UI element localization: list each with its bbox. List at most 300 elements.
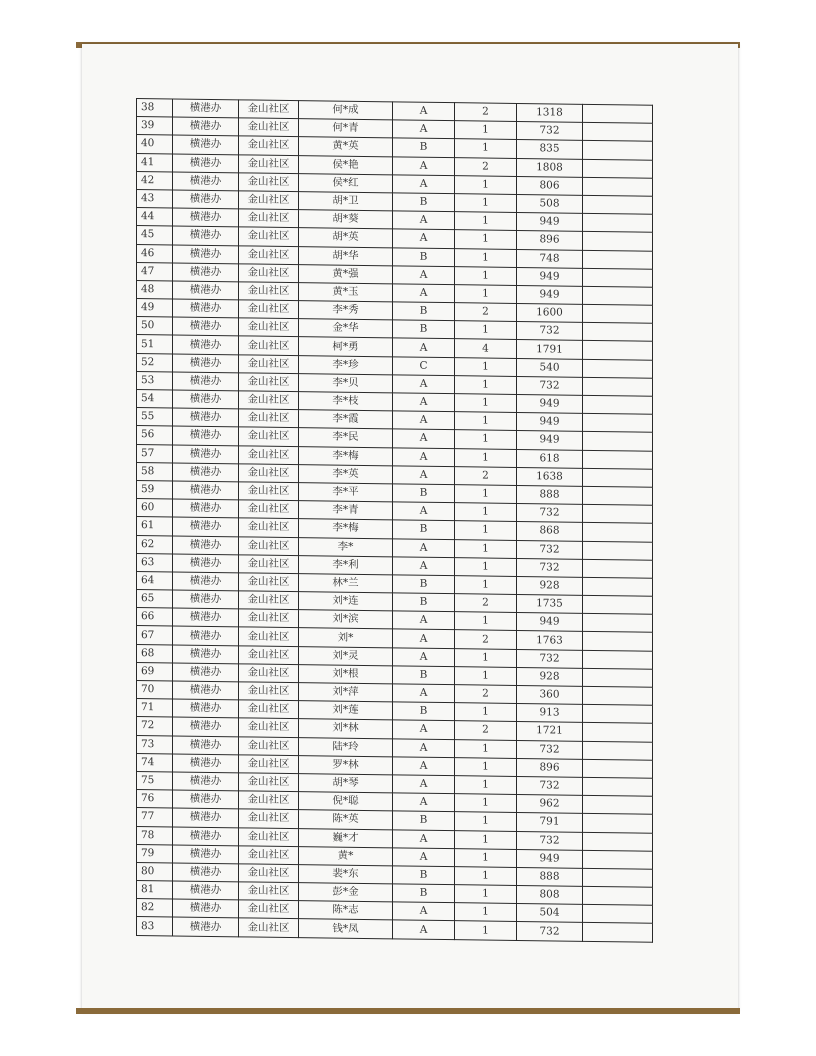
community-cell: 金山社区 xyxy=(239,173,299,192)
category-cell: A xyxy=(393,775,455,794)
row-index: 71 xyxy=(137,699,173,718)
row-index: 45 xyxy=(137,226,173,245)
amount-cell: 949 xyxy=(517,431,583,450)
category-cell: A xyxy=(393,647,455,666)
name-cell: 侯*红 xyxy=(299,173,393,192)
amount-cell: 732 xyxy=(517,558,583,577)
category-cell: B xyxy=(393,484,455,503)
name-cell: 倪*聪 xyxy=(299,792,393,811)
community-cell: 金山社区 xyxy=(239,573,299,592)
community-cell: 金山社区 xyxy=(239,755,299,774)
amount-cell: 1638 xyxy=(517,467,583,486)
name-cell: 刘* xyxy=(299,628,393,647)
office-cell: 横港办 xyxy=(173,699,239,718)
category-cell: A xyxy=(393,684,455,703)
community-cell: 金山社区 xyxy=(239,282,299,301)
row-index: 61 xyxy=(137,517,173,536)
row-index: 58 xyxy=(137,462,173,481)
row-index: 66 xyxy=(137,608,173,627)
category-cell: A xyxy=(393,393,455,412)
category-cell: A xyxy=(393,375,455,394)
remark-cell xyxy=(583,559,653,578)
name-cell: 钱*凤 xyxy=(299,919,393,938)
community-cell: 金山社区 xyxy=(239,373,299,392)
amount-cell: 896 xyxy=(517,231,583,250)
community-cell: 金山社区 xyxy=(239,609,299,628)
name-cell: 胡*华 xyxy=(299,246,393,265)
category-cell: A xyxy=(393,211,455,230)
name-cell: 李* xyxy=(299,537,393,556)
office-cell: 横港办 xyxy=(173,117,239,136)
row-index: 38 xyxy=(137,99,173,118)
amount-cell: 928 xyxy=(517,667,583,686)
row-index: 54 xyxy=(137,390,173,409)
community-cell: 金山社区 xyxy=(239,500,299,519)
row-index: 83 xyxy=(137,917,173,936)
category-cell: B xyxy=(393,138,455,157)
category-cell: B xyxy=(393,811,455,830)
office-cell: 横港办 xyxy=(173,881,239,900)
office-cell: 横港办 xyxy=(173,626,239,645)
amount-cell: 928 xyxy=(517,576,583,595)
remark-cell xyxy=(583,486,653,505)
name-cell: 林*兰 xyxy=(299,574,393,593)
office-cell: 横港办 xyxy=(173,226,239,245)
count-cell: 1 xyxy=(455,194,517,213)
name-cell: 裴*东 xyxy=(299,865,393,884)
office-cell: 横港办 xyxy=(173,426,239,445)
count-cell: 1 xyxy=(455,539,517,558)
name-cell: 李*枝 xyxy=(299,392,393,411)
count-cell: 1 xyxy=(455,794,517,813)
community-cell: 金山社区 xyxy=(239,864,299,883)
count-cell: 2 xyxy=(455,685,517,704)
category-cell: A xyxy=(393,102,455,121)
remark-cell xyxy=(583,359,653,378)
remark-cell xyxy=(583,159,653,178)
community-cell: 金山社区 xyxy=(239,536,299,555)
remark-cell xyxy=(583,395,653,414)
remark-cell xyxy=(583,268,653,287)
community-cell: 金山社区 xyxy=(239,409,299,428)
count-cell: 1 xyxy=(455,212,517,231)
office-cell: 横港办 xyxy=(173,899,239,918)
count-cell: 1 xyxy=(455,375,517,394)
community-cell: 金山社区 xyxy=(239,445,299,464)
amount-cell: 748 xyxy=(517,249,583,268)
category-cell: A xyxy=(393,284,455,303)
category-cell: A xyxy=(393,848,455,867)
name-cell: 胡*琴 xyxy=(299,774,393,793)
remark-cell xyxy=(583,177,653,196)
community-cell: 金山社区 xyxy=(239,136,299,155)
community-cell: 金山社区 xyxy=(239,191,299,210)
remark-cell xyxy=(583,614,653,633)
office-cell: 横港办 xyxy=(173,917,239,936)
remark-cell xyxy=(583,905,653,924)
count-cell: 1 xyxy=(455,139,517,158)
remark-cell xyxy=(583,723,653,742)
remark-cell xyxy=(583,832,653,851)
office-cell: 横港办 xyxy=(173,172,239,191)
row-index: 68 xyxy=(137,644,173,663)
remark-cell xyxy=(583,795,653,814)
records-table xyxy=(136,98,653,942)
community-cell: 金山社区 xyxy=(239,736,299,755)
community-cell: 金山社区 xyxy=(239,318,299,337)
community-cell: 金山社区 xyxy=(239,627,299,646)
row-index: 40 xyxy=(137,135,173,154)
row-index: 44 xyxy=(137,208,173,227)
remark-cell xyxy=(583,123,653,142)
amount-cell: 732 xyxy=(517,122,583,141)
category-cell: A xyxy=(393,629,455,648)
community-cell: 金山社区 xyxy=(239,427,299,446)
community-cell: 金山社区 xyxy=(239,846,299,865)
category-cell: A xyxy=(393,466,455,485)
amount-cell: 949 xyxy=(517,213,583,232)
row-index: 81 xyxy=(137,881,173,900)
row-index: 82 xyxy=(137,899,173,918)
amount-cell: 949 xyxy=(517,849,583,868)
remark-cell xyxy=(583,286,653,305)
category-cell: A xyxy=(393,411,455,430)
community-cell: 金山社区 xyxy=(239,809,299,828)
office-cell: 横港办 xyxy=(173,663,239,682)
community-cell: 金山社区 xyxy=(239,300,299,319)
count-cell: 1 xyxy=(455,503,517,522)
category-cell: C xyxy=(393,356,455,375)
name-cell: 柯*勇 xyxy=(299,337,393,356)
count-cell: 2 xyxy=(455,466,517,485)
community-cell: 金山社区 xyxy=(239,591,299,610)
count-cell: 1 xyxy=(455,521,517,540)
row-index: 46 xyxy=(137,244,173,263)
remark-cell xyxy=(583,814,653,833)
amount-cell: 732 xyxy=(517,831,583,850)
name-cell: 金*华 xyxy=(299,319,393,338)
community-cell: 金山社区 xyxy=(239,555,299,574)
row-index: 39 xyxy=(137,117,173,136)
row-index: 69 xyxy=(137,662,173,681)
count-cell: 1 xyxy=(455,830,517,849)
community-cell: 金山社区 xyxy=(239,118,299,137)
name-cell: 黄*英 xyxy=(299,137,393,156)
count-cell: 1 xyxy=(455,448,517,467)
name-cell: 刘*连 xyxy=(299,592,393,611)
amount-cell: 949 xyxy=(517,267,583,286)
row-index: 49 xyxy=(137,299,173,318)
office-cell: 横港办 xyxy=(173,299,239,318)
category-cell: A xyxy=(393,738,455,757)
amount-cell: 732 xyxy=(517,649,583,668)
office-cell: 横港办 xyxy=(173,590,239,609)
row-index: 62 xyxy=(137,535,173,554)
count-cell: 1 xyxy=(455,430,517,449)
remark-cell xyxy=(583,323,653,342)
category-cell: A xyxy=(393,338,455,357)
amount-cell: 808 xyxy=(517,886,583,905)
office-cell: 横港办 xyxy=(173,736,239,755)
name-cell: 胡*英 xyxy=(299,228,393,247)
row-index: 65 xyxy=(137,590,173,609)
community-cell: 金山社区 xyxy=(239,464,299,483)
count-cell: 1 xyxy=(455,230,517,249)
count-cell: 1 xyxy=(455,648,517,667)
category-cell: A xyxy=(393,611,455,630)
count-cell: 2 xyxy=(455,630,517,649)
office-cell: 横港办 xyxy=(173,390,239,409)
community-cell: 金山社区 xyxy=(239,773,299,792)
amount-cell: 949 xyxy=(517,394,583,413)
name-cell: 李*民 xyxy=(299,428,393,447)
name-cell: 陈*志 xyxy=(299,901,393,920)
community-cell: 金山社区 xyxy=(239,245,299,264)
amount-cell: 1735 xyxy=(517,595,583,614)
community-cell: 金山社区 xyxy=(239,900,299,919)
category-cell: A xyxy=(393,902,455,921)
row-index: 57 xyxy=(137,444,173,463)
table-body xyxy=(137,99,653,942)
remark-cell xyxy=(583,250,653,269)
community-cell: 金山社区 xyxy=(239,209,299,228)
office-cell: 横港办 xyxy=(173,99,239,118)
name-cell: 何*青 xyxy=(299,119,393,138)
category-cell: A xyxy=(393,557,455,576)
row-index: 64 xyxy=(137,571,173,590)
name-cell: 何*成 xyxy=(299,101,393,120)
name-cell: 黄*玉 xyxy=(299,283,393,302)
category-cell: B xyxy=(393,666,455,685)
category-cell: A xyxy=(393,502,455,521)
office-cell: 横港办 xyxy=(173,154,239,173)
community-cell: 金山社区 xyxy=(239,882,299,901)
amount-cell: 888 xyxy=(517,485,583,504)
amount-cell: 1763 xyxy=(517,631,583,650)
category-cell: A xyxy=(393,175,455,194)
remark-cell xyxy=(583,523,653,542)
count-cell: 2 xyxy=(455,157,517,176)
remark-cell xyxy=(583,595,653,614)
row-index: 50 xyxy=(137,317,173,336)
name-cell: 李*秀 xyxy=(299,301,393,320)
remark-cell xyxy=(583,504,653,523)
category-cell: B xyxy=(393,320,455,339)
count-cell: 1 xyxy=(455,666,517,685)
count-cell: 1 xyxy=(455,121,517,140)
community-cell: 金山社区 xyxy=(239,518,299,537)
community-cell: 金山社区 xyxy=(239,227,299,246)
remark-cell xyxy=(583,450,653,469)
name-cell: 彭*金 xyxy=(299,883,393,902)
name-cell: 李*利 xyxy=(299,555,393,574)
remark-cell xyxy=(583,759,653,778)
category-cell: B xyxy=(393,302,455,321)
category-cell: A xyxy=(393,757,455,776)
category-cell: A xyxy=(393,920,455,939)
count-cell: 2 xyxy=(455,594,517,613)
row-index: 73 xyxy=(137,735,173,754)
community-cell: 金山社区 xyxy=(239,391,299,410)
count-cell: 1 xyxy=(455,812,517,831)
community-cell: 金山社区 xyxy=(239,354,299,373)
row-index: 67 xyxy=(137,626,173,645)
row-index: 74 xyxy=(137,753,173,772)
office-cell: 横港办 xyxy=(173,408,239,427)
amount-cell: 1600 xyxy=(517,304,583,323)
category-cell: A xyxy=(393,538,455,557)
community-cell: 金山社区 xyxy=(239,664,299,683)
office-cell: 横港办 xyxy=(173,808,239,827)
name-cell: 陆*玲 xyxy=(299,737,393,756)
community-cell: 金山社区 xyxy=(239,100,299,119)
remark-cell xyxy=(583,850,653,869)
category-cell: B xyxy=(393,702,455,721)
remark-cell xyxy=(583,705,653,724)
name-cell: 李*珍 xyxy=(299,355,393,374)
name-cell: 李*青 xyxy=(299,501,393,520)
category-cell: A xyxy=(393,429,455,448)
office-cell: 横港办 xyxy=(173,463,239,482)
name-cell: 刘*莲 xyxy=(299,701,393,720)
office-cell: 横港办 xyxy=(173,790,239,809)
amount-cell: 949 xyxy=(517,413,583,432)
row-index: 43 xyxy=(137,189,173,208)
amount-cell: 732 xyxy=(517,504,583,523)
count-cell: 1 xyxy=(455,757,517,776)
name-cell: 刘*滨 xyxy=(299,610,393,629)
category-cell: B xyxy=(393,866,455,885)
count-cell: 2 xyxy=(455,721,517,740)
remark-cell xyxy=(583,650,653,669)
community-cell: 金山社区 xyxy=(239,682,299,701)
count-cell: 1 xyxy=(455,357,517,376)
amount-cell: 1721 xyxy=(517,722,583,741)
count-cell: 1 xyxy=(455,848,517,867)
remark-cell xyxy=(583,632,653,651)
community-cell: 金山社区 xyxy=(239,718,299,737)
count-cell: 1 xyxy=(455,557,517,576)
count-cell: 1 xyxy=(455,175,517,194)
remark-cell xyxy=(583,668,653,687)
count-cell: 1 xyxy=(455,867,517,886)
row-index: 48 xyxy=(137,280,173,299)
remark-cell xyxy=(583,195,653,214)
amount-cell: 1808 xyxy=(517,158,583,177)
remark-cell xyxy=(583,304,653,323)
remark-cell xyxy=(583,432,653,451)
row-index: 79 xyxy=(137,844,173,863)
category-cell: B xyxy=(393,520,455,539)
count-cell: 1 xyxy=(455,321,517,340)
count-cell: 1 xyxy=(455,739,517,758)
remark-cell xyxy=(583,541,653,560)
count-cell: 1 xyxy=(455,394,517,413)
count-cell: 1 xyxy=(455,285,517,304)
count-cell: 1 xyxy=(455,921,517,940)
name-cell: 李*英 xyxy=(299,464,393,483)
name-cell: 陈*英 xyxy=(299,810,393,829)
category-cell: A xyxy=(393,447,455,466)
remark-cell xyxy=(583,868,653,887)
name-cell: 刘*灵 xyxy=(299,646,393,665)
community-cell: 金山社区 xyxy=(239,264,299,283)
row-index: 77 xyxy=(137,808,173,827)
office-cell: 横港办 xyxy=(173,863,239,882)
category-cell: A xyxy=(393,229,455,248)
office-cell: 横港办 xyxy=(173,335,239,354)
name-cell: 李*霞 xyxy=(299,410,393,429)
row-index: 63 xyxy=(137,553,173,572)
name-cell: 罗*林 xyxy=(299,755,393,774)
amount-cell: 962 xyxy=(517,795,583,814)
amount-cell: 732 xyxy=(517,322,583,341)
row-index: 78 xyxy=(137,826,173,845)
category-cell: A xyxy=(393,793,455,812)
count-cell: 1 xyxy=(455,703,517,722)
office-cell: 横港办 xyxy=(173,772,239,791)
amount-cell: 732 xyxy=(517,922,583,941)
amount-cell: 1791 xyxy=(517,340,583,359)
row-index: 70 xyxy=(137,681,173,700)
amount-cell: 732 xyxy=(517,776,583,795)
office-cell: 横港办 xyxy=(173,317,239,336)
remark-cell xyxy=(583,213,653,232)
office-cell: 横港办 xyxy=(173,244,239,263)
name-cell: 胡*卫 xyxy=(299,192,393,211)
amount-cell: 732 xyxy=(517,376,583,395)
amount-cell: 896 xyxy=(517,758,583,777)
desk-edge-bottom xyxy=(76,1008,740,1014)
row-index: 56 xyxy=(137,426,173,445)
name-cell: 侯*艳 xyxy=(299,155,393,174)
office-cell: 横港办 xyxy=(173,372,239,391)
office-cell: 横港办 xyxy=(173,481,239,500)
office-cell: 横港办 xyxy=(173,208,239,227)
row-index: 76 xyxy=(137,790,173,809)
row-index: 60 xyxy=(137,499,173,518)
office-cell: 横港办 xyxy=(173,717,239,736)
category-cell: A xyxy=(393,720,455,739)
amount-cell: 868 xyxy=(517,522,583,541)
remark-cell xyxy=(583,377,653,396)
table-container xyxy=(136,98,652,942)
amount-cell: 540 xyxy=(517,358,583,377)
amount-cell: 732 xyxy=(517,540,583,559)
remark-cell xyxy=(583,341,653,360)
count-cell: 4 xyxy=(455,339,517,358)
office-cell: 横港办 xyxy=(173,608,239,627)
name-cell: 李*贝 xyxy=(299,373,393,392)
remark-cell xyxy=(583,686,653,705)
amount-cell: 1318 xyxy=(517,103,583,122)
amount-cell: 732 xyxy=(517,740,583,759)
community-cell: 金山社区 xyxy=(239,482,299,501)
amount-cell: 360 xyxy=(517,685,583,704)
row-index: 72 xyxy=(137,717,173,736)
office-cell: 横港办 xyxy=(173,826,239,845)
office-cell: 横港办 xyxy=(173,445,239,464)
row-index: 42 xyxy=(137,171,173,190)
remark-cell xyxy=(583,886,653,905)
amount-cell: 806 xyxy=(517,176,583,195)
community-cell: 金山社区 xyxy=(239,700,299,719)
row-index: 53 xyxy=(137,371,173,390)
office-cell: 横港办 xyxy=(173,754,239,773)
row-index: 55 xyxy=(137,408,173,427)
category-cell: A xyxy=(393,829,455,848)
count-cell: 1 xyxy=(455,903,517,922)
